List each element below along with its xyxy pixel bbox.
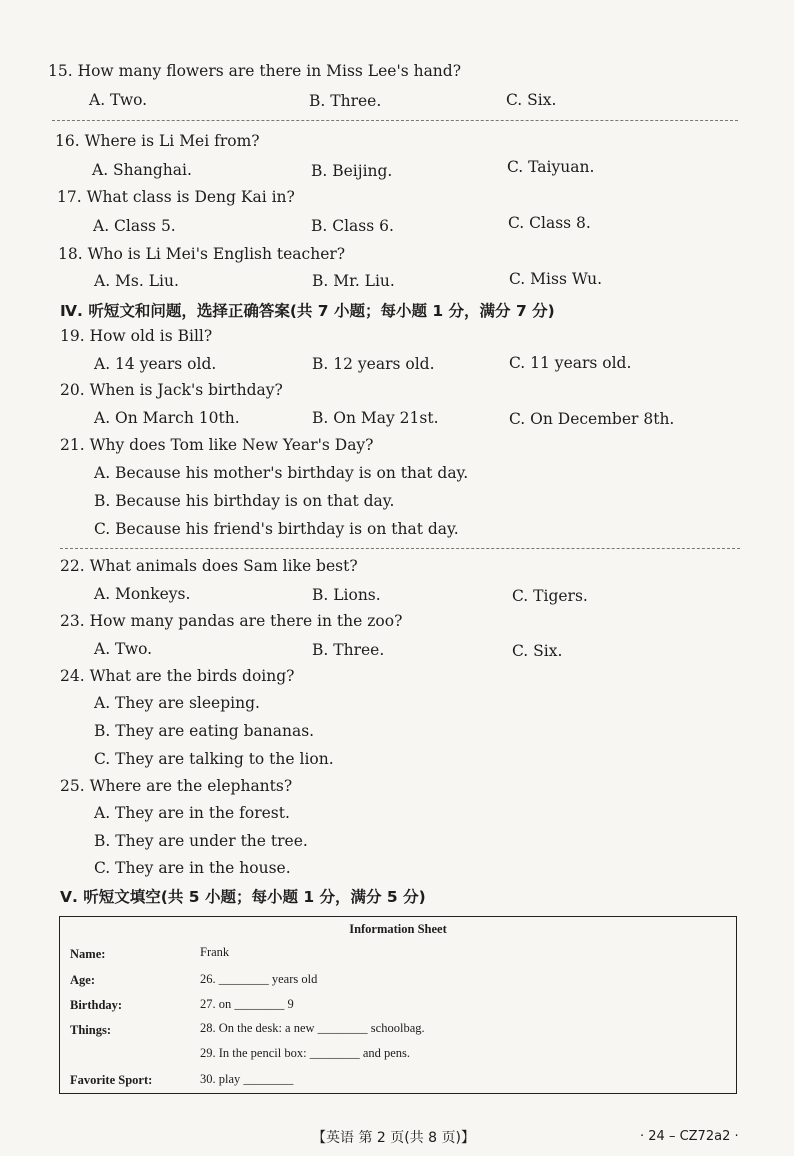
information-sheet — [59, 916, 737, 1094]
option-15c: C. Six. — [506, 91, 557, 109]
option-15a: A. Two. — [89, 91, 148, 109]
option-21a: A. Because his mother's birthday is on that day. — [94, 464, 469, 482]
option-23b: B. Three. — [312, 641, 385, 659]
info-value-birthday: 27. on ________ 9 — [200, 997, 294, 1011]
option-24a: A. They are sleeping. — [94, 694, 260, 712]
option-23a: A. Two. — [94, 640, 153, 658]
section-5-title: Ⅴ. 听短文填空(共 5 小题；每小题 1 分，满分 5 分) — [60, 888, 426, 906]
info-value-sport: 30. play ________ — [200, 1072, 294, 1086]
question-25: 25. Where are the elephants? — [60, 777, 293, 795]
question-17: 17. What class is Deng Kai in? — [57, 188, 295, 206]
option-25c: C. They are in the house. — [94, 859, 291, 877]
question-19: 19. How old is Bill? — [60, 327, 213, 345]
option-24c: C. They are talking to the lion. — [94, 750, 334, 768]
info-label-name: Name: — [70, 947, 106, 961]
option-19a: A. 14 years old. — [94, 355, 217, 373]
option-20a: A. On March 10th. — [94, 409, 240, 427]
option-22c: C. Tigers. — [512, 587, 588, 605]
option-19c: C. 11 years old. — [509, 354, 632, 372]
option-22a: A. Monkeys. — [94, 585, 191, 603]
option-20c: C. On December 8th. — [509, 410, 675, 428]
divider-dashed — [60, 548, 740, 549]
info-value-age: 26. ________ years old — [200, 972, 318, 986]
option-25b: B. They are under the tree. — [94, 832, 308, 850]
divider-dashed — [52, 120, 738, 121]
question-16: 16. Where is Li Mei from? — [55, 132, 260, 150]
section-4-title: Ⅳ. 听短文和问题，选择正确答案(共 7 小题；每小题 1 分，满分 7 分) — [60, 302, 555, 320]
option-21b: B. Because his birthday is on that day. — [94, 492, 395, 510]
question-24: 24. What are the birds doing? — [60, 667, 295, 685]
option-16b: B. Beijing. — [311, 162, 393, 180]
question-23: 23. How many pandas are there in the zoo? — [60, 612, 403, 630]
info-value-things-2: 29. In the pencil box: ________ and pens. — [200, 1046, 411, 1060]
option-22b: B. Lions. — [312, 586, 381, 604]
question-18: 18. Who is Li Mei's English teacher? — [58, 245, 346, 263]
info-label-age: Age: — [70, 973, 95, 987]
option-18c: C. Miss Wu. — [509, 270, 603, 288]
info-value-things-1: 28. On the desk: a new ________ schoolbag. — [200, 1021, 425, 1035]
info-sheet-title: Information Sheet — [349, 922, 447, 936]
option-19b: B. 12 years old. — [312, 355, 435, 373]
option-24b: B. They are eating bananas. — [94, 722, 315, 740]
question-15: 15. How many flowers are there in Miss Lee's hand? — [48, 62, 462, 80]
option-17a: A. Class 5. — [93, 217, 176, 235]
option-20b: B. On May 21st. — [312, 409, 439, 427]
option-16c: C. Taiyuan. — [507, 158, 595, 176]
info-label-things: Things: — [70, 1023, 111, 1037]
question-21: 21. Why does Tom like New Year's Day? — [60, 436, 374, 454]
info-label-sport: Favorite Sport: — [70, 1073, 153, 1087]
question-20: 20. When is Jack's birthday? — [60, 381, 283, 399]
option-21c: C. Because his friend's birthday is on that day. — [94, 520, 459, 538]
option-15b: B. Three. — [309, 92, 382, 110]
option-17b: B. Class 6. — [311, 217, 394, 235]
page-code: · 24 – CZ72a2 · — [640, 1129, 739, 1144]
question-22: 22. What animals does Sam like best? — [60, 557, 358, 575]
info-value-name: Frank — [200, 945, 230, 959]
option-25a: A. They are in the forest. — [94, 804, 290, 822]
info-label-birthday: Birthday: — [70, 998, 123, 1012]
page-footer: 【英语 第 2 页(共 8 页)】 — [312, 1130, 475, 1146]
option-18b: B. Mr. Liu. — [312, 272, 395, 290]
option-18a: A. Ms. Liu. — [94, 272, 179, 290]
option-17c: C. Class 8. — [508, 214, 591, 232]
option-23c: C. Six. — [512, 642, 563, 660]
option-16a: A. Shanghai. — [92, 161, 192, 179]
